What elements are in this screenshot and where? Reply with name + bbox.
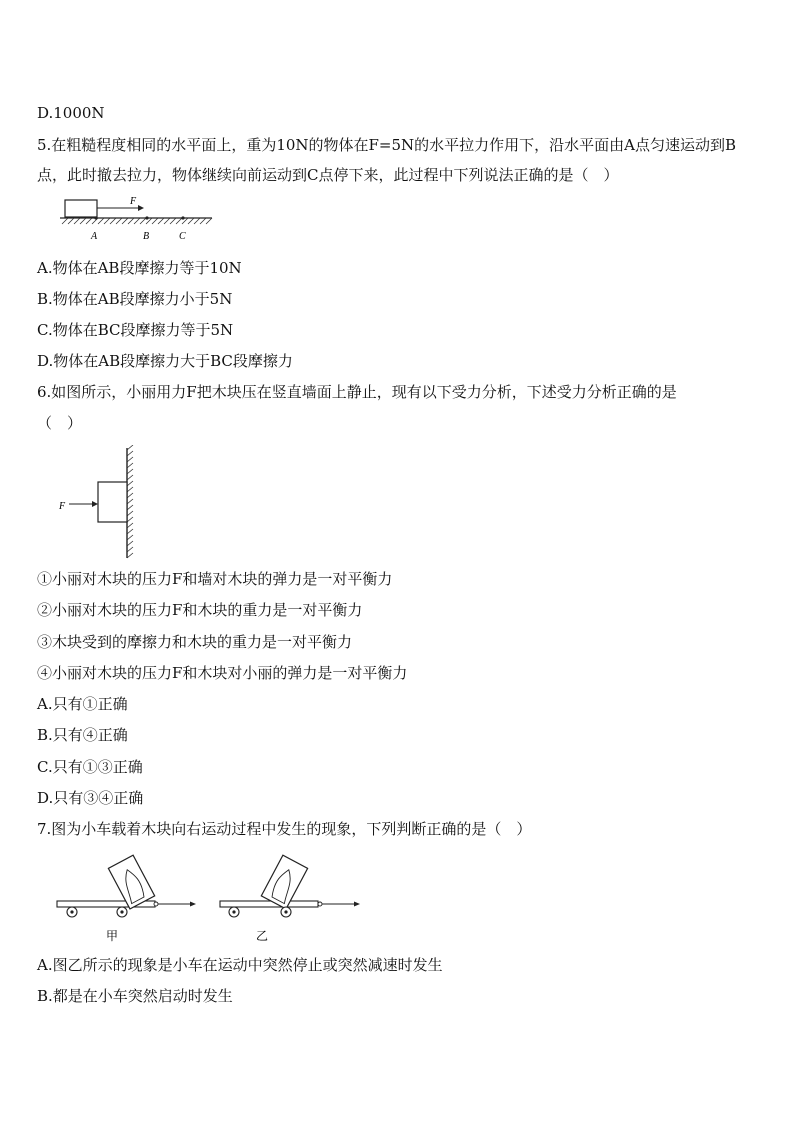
q5-point-c-dot — [181, 216, 184, 219]
q6-wall-hatch — [127, 445, 133, 558]
q7-cart-left — [57, 855, 196, 917]
q6-statement-4: ④小丽对木块的压力F和木块对小丽的弹力是一对平衡力 — [37, 664, 408, 682]
q6-option-c: C.只有①③正确 — [37, 758, 143, 776]
q6-statement-1: ①小丽对木块的压力F和墙对木块的弹力是一对平衡力 — [37, 570, 393, 588]
q7-option-b: B.都是在小车突然启动时发生 — [37, 987, 233, 1005]
q5-stem-line2: 点，此时撤去拉力，物体继续向前运动到C点停下来，此过程中下列说法正确的是（ ） — [37, 166, 619, 184]
q6-block — [98, 482, 127, 522]
q5-block — [65, 200, 97, 217]
q7-arrow-left-head — [190, 902, 196, 907]
q5-option-d: D.物体在AB段摩擦力大于BC段摩擦力 — [37, 352, 293, 370]
q5-point-b-label: B — [143, 231, 150, 242]
q5-ground-hatch — [62, 218, 212, 224]
q5-stem-line1: 5.在粗糙程度相同的水平面上，重为10N的物体在F=5N的水平拉力作用下，沿水平面由A点匀速运动到B — [37, 136, 737, 154]
q6-option-d: D.只有③④正确 — [37, 789, 144, 807]
q6-option-a: A.只有①正确 — [37, 695, 128, 713]
q5-figure — [58, 193, 214, 247]
q6-force-arrow-head — [92, 501, 98, 507]
q6-statement-3: ③木块受到的摩擦力和木块的重力是一对平衡力 — [37, 633, 353, 651]
q6-statement-2: ②小丽对木块的压力F和木块的重力是一对平衡力 — [37, 601, 363, 619]
q7-cart-right-deck — [220, 901, 318, 907]
q7-cart-right — [220, 855, 360, 917]
q6-force-label: F — [59, 501, 66, 512]
q6-stem-line2: （ ） — [37, 414, 83, 432]
q6-stem-line1: 6.如图所示，小丽用力F把木块压在竖直墙面上静止，现有以下受力分析，下述受力分析正确的是 — [37, 383, 677, 401]
q6-option-b: B.只有④正确 — [37, 726, 128, 744]
q7-stem: 7.图为小车载着木块向右运动过程中发生的现象，下列判断正确的是（ ） — [37, 820, 532, 838]
q5-point-c-label: C — [179, 231, 186, 242]
q5-option-a: A.物体在AB段摩擦力等于10N — [37, 259, 242, 277]
q7-label-right: 乙 — [256, 929, 269, 943]
q5-option-c: C.物体在BC段摩擦力等于5N — [37, 321, 234, 339]
q7-label-left: 甲 — [106, 929, 119, 943]
q5-point-b-dot — [145, 216, 148, 219]
q5-point-a-label: A — [91, 231, 98, 242]
q5-force-label: F — [130, 196, 137, 207]
q7-figure — [50, 845, 375, 945]
q5-force-arrow-head — [138, 205, 144, 211]
q7-arrow-right-head — [354, 902, 360, 907]
q5-option-b: B.物体在AB段摩擦力小于5N — [37, 290, 233, 308]
q6-figure — [56, 445, 146, 561]
q7-option-a: A.图乙所示的现象是小车在运动中突然停止或突然减速时发生 — [37, 956, 443, 974]
q4-option-d: D.1000N — [37, 104, 105, 122]
q5-point-a-dot — [94, 216, 97, 219]
